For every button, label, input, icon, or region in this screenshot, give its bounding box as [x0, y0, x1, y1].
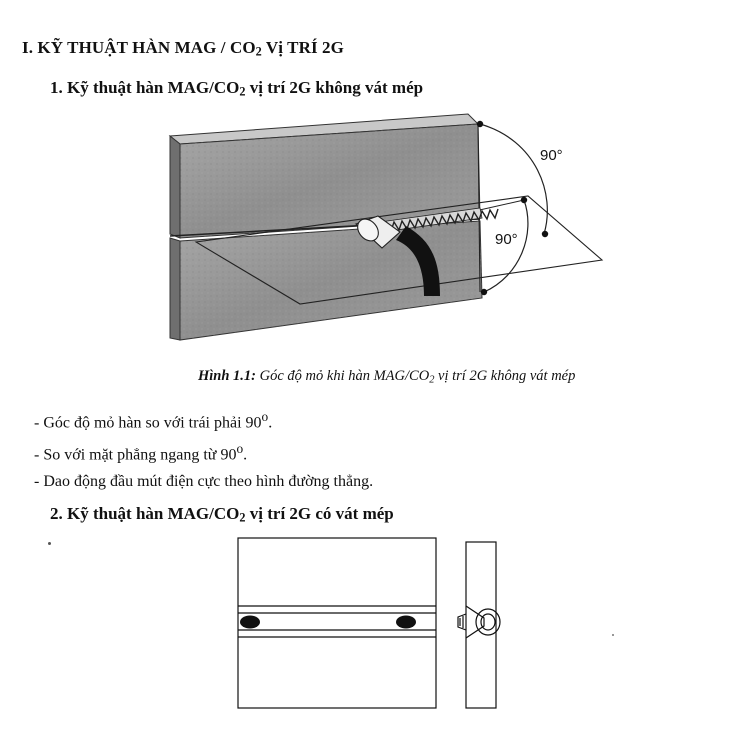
bullet-text: - Góc độ mỏ hàn so với trái phải 90 — [34, 414, 262, 432]
tack-weld-right — [396, 616, 416, 629]
bullet-list — [34, 404, 373, 495]
figure-1-weld-diagram — [168, 108, 608, 343]
degree-sup: o — [261, 409, 269, 424]
angle-arc-top — [480, 124, 547, 234]
caption-label: Hình 1.1: — [198, 368, 257, 384]
angle-label-bottom: 90° — [495, 231, 518, 248]
main-heading-subscript: 2 — [255, 44, 262, 59]
weld-pass-inner — [481, 614, 495, 630]
bullet-item — [34, 404, 373, 436]
arc-endpoint — [481, 289, 487, 295]
bullet-item — [34, 469, 373, 495]
arc-endpoint — [542, 231, 548, 237]
bullet-text: - So với mặt phẳng ngang từ 90 — [34, 446, 237, 464]
bullet-text: - Dao động đầu mút điện cực theo hình đường thẳng. — [34, 472, 374, 490]
main-heading-text: I. KỸ THUẬT HÀN MAG / CO — [22, 38, 256, 57]
arc-endpoint — [477, 121, 483, 127]
figure-1-caption — [198, 368, 575, 385]
torch-tip-side — [458, 614, 466, 630]
arc-endpoint — [521, 197, 527, 203]
section-2-heading — [50, 504, 394, 524]
caption-suffix: vị trí 2G không vát mép — [434, 368, 576, 384]
main-heading-suffix: Vị TRÍ 2G — [261, 38, 344, 57]
figure-2-beveled-weld-diagram — [230, 534, 520, 714]
section-1-heading-suffix: vị trí 2G không vát mép — [245, 78, 424, 97]
scan-speck — [612, 634, 614, 636]
section-1-subscript: 2 — [239, 84, 246, 99]
side-view — [458, 542, 500, 708]
section-2-heading-suffix: vị trí 2G có vát mép — [245, 504, 394, 523]
scan-speck — [48, 542, 51, 545]
caption-subscript: 2 — [429, 374, 435, 386]
section-2-heading-text: 2. Kỹ thuật hàn MAG/CO — [50, 504, 240, 523]
bullet-item — [34, 436, 373, 468]
bullet-end: . — [268, 414, 273, 432]
caption-text: Góc độ mỏ khi hàn MAG/CO — [256, 368, 430, 384]
bullet-end: . — [243, 446, 248, 464]
section-1-heading — [50, 78, 423, 98]
tack-weld-left — [240, 616, 260, 629]
section-2-subscript: 2 — [239, 510, 246, 525]
section-1-heading-text: 1. Kỹ thuật hàn MAG/CO — [50, 78, 240, 97]
angle-label-top: 90° — [540, 147, 563, 164]
main-heading — [22, 38, 344, 58]
degree-sup: o — [236, 441, 244, 457]
